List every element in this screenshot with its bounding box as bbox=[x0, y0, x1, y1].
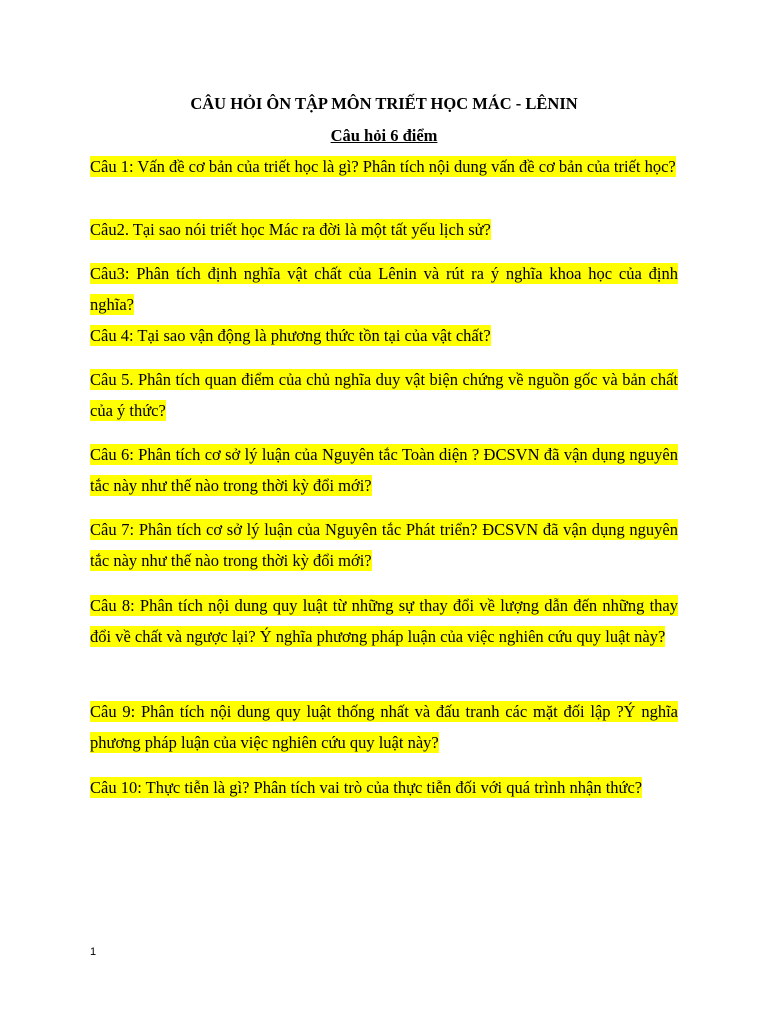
question-4 bbox=[90, 320, 678, 351]
question-1-text: Câu 1: Vấn đề cơ bản của triết học là gì? Phân tích nội dung vấn đề cơ bản của triết học? bbox=[90, 157, 676, 176]
question-7 bbox=[90, 514, 678, 576]
page-number: 1 bbox=[90, 946, 97, 958]
question-9-text: Câu 9: Phân tích nội dung quy luật thống nhất và đấu tranh các mặt đối lập ?Ý nghĩa phương pháp luận của việc nghiên cứu quy luật này? bbox=[90, 702, 678, 752]
section-subtitle: Câu hỏi 6 điểm bbox=[330, 126, 438, 145]
question-5-text: Câu 5. Phân tích quan điểm của chủ nghĩa duy vật biện chứng về nguồn gốc và bản chất của ý thức? bbox=[90, 370, 678, 420]
question-1 bbox=[90, 151, 678, 182]
question-2 bbox=[90, 214, 678, 245]
question-3-text: Câu3: Phân tích định nghĩa vật chất của Lênin và rút ra ý nghĩa khoa học của định nghĩa? bbox=[90, 264, 678, 314]
question-3 bbox=[90, 258, 678, 320]
question-6-text: Câu 6: Phân tích cơ sở lý luận của Nguyên tắc Toàn diện ? ĐCSVN đã vận dụng nguyên tắc này như thế nào trong thời kỳ đổi mới? bbox=[90, 445, 678, 495]
question-8-text: Câu 8: Phân tích nội dung quy luật từ những sự thay đổi về lượng dẫn đến những thay đổi về chất và ngược lại? Ý nghĩa phương pháp luận của việc nghiên cứu quy luật này? bbox=[90, 596, 678, 646]
question-8 bbox=[90, 590, 678, 652]
question-5 bbox=[90, 364, 678, 426]
question-7-text: Câu 7: Phân tích cơ sở lý luận của Nguyên tắc Phát triển? ĐCSVN đã vận dụng nguyên tắc này như thế nào trong thời kỳ đổi mới? bbox=[90, 520, 678, 570]
question-2-text: Câu2. Tại sao nói triết học Mác ra đời là một tất yếu lịch sử? bbox=[90, 220, 491, 239]
question-4-text: Câu 4: Tại sao vận động là phương thức tồn tại của vật chất? bbox=[90, 326, 491, 345]
question-9 bbox=[90, 696, 678, 758]
question-10-text: Câu 10: Thực tiễn là gì? Phân tích vai trò của thực tiễn đối với quá trình nhận thức? bbox=[90, 778, 643, 797]
question-10 bbox=[90, 772, 678, 803]
document-title: CÂU HỎI ÔN TẬP MÔN TRIẾT HỌC MÁC - LÊNIN bbox=[190, 94, 578, 113]
question-6 bbox=[90, 439, 678, 501]
